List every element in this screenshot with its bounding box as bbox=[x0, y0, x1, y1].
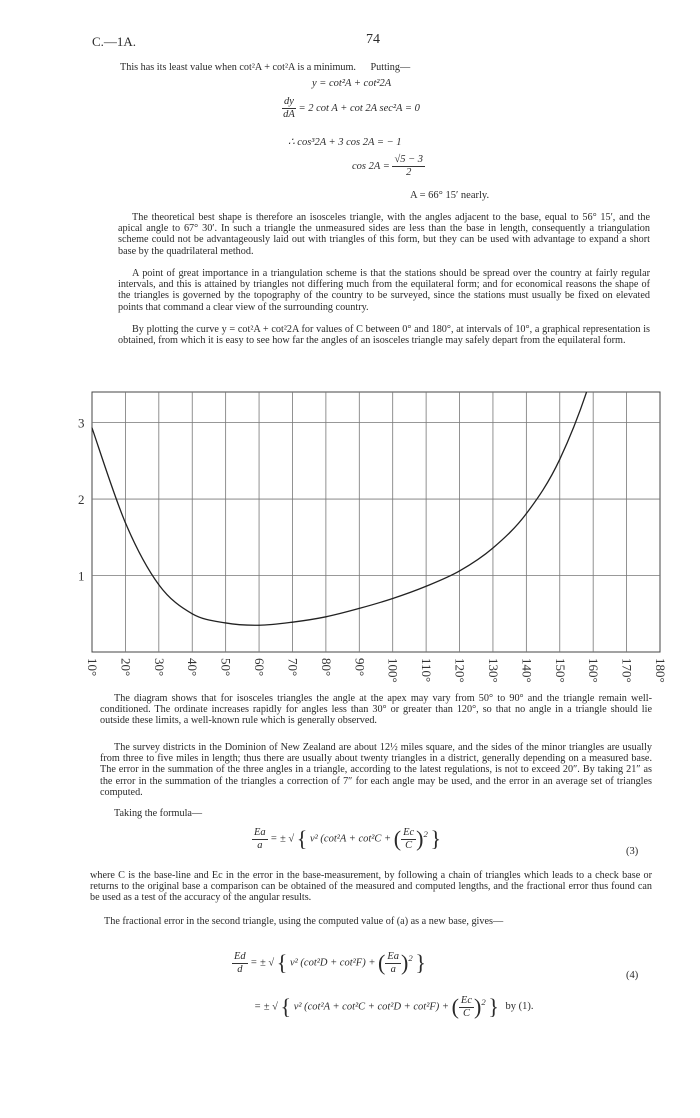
formula-5 bbox=[254, 994, 534, 1020]
intro-text: This has its least value when cot²A + cot²A is a minimum. bbox=[120, 62, 356, 73]
f3-inner bbox=[401, 827, 416, 852]
x-tick-label-10: 10° bbox=[85, 658, 100, 677]
formula-4-tag: (4) bbox=[626, 970, 639, 981]
x-tick-label-130: 130° bbox=[485, 658, 501, 683]
paragraph-taking-formula: Taking the formula— bbox=[114, 808, 203, 819]
paragraph-stations: A point of great importance in a triangulation scheme is that the stations should be spread over the country at fairly regular intervals, and this is attained by triangles not differing much from the equilateral form; and for economical reasons the shape of the triangles is governed by the topography of the country to be surveyed, since the stations must usually be fixed on elevated points that command a clear view of the surrounding country. bbox=[118, 268, 650, 313]
cos2a-num: √5 − 3 bbox=[394, 154, 424, 165]
f5-paren-close: ) bbox=[474, 994, 482, 1019]
curve-point-150 bbox=[559, 459, 560, 460]
x-tick-label-30: 30° bbox=[151, 658, 167, 677]
f3-pm: = ± √ bbox=[270, 833, 295, 845]
f3-paren-close: ) bbox=[416, 826, 424, 851]
f5-square: 2 bbox=[481, 996, 486, 1007]
cos2a-den: 2 bbox=[406, 167, 412, 178]
chart-frame bbox=[92, 392, 660, 652]
f3-brace-open: { bbox=[296, 826, 308, 851]
curve-point-70 bbox=[292, 622, 293, 623]
intro-putting: Putting— bbox=[370, 62, 411, 73]
paragraph-best-shape: The theoretical best shape is therefore an isosceles triangle, with the angles adjacent to the base, equal to 56° 15′, and the apical angle to 67° 30′. In such a triangle the unmeasured sides are less than the base in length, consequently a triangulation scheme could not be advantageously laid out with triangles of this form, but they can be used with advantage to expand a short base by the quadrilateral method. bbox=[118, 212, 650, 257]
f4-lhs bbox=[232, 951, 248, 976]
f5-suffix: by (1). bbox=[505, 1001, 534, 1013]
curve-point-110 bbox=[426, 586, 427, 587]
curve-point-40 bbox=[192, 613, 193, 614]
cos2a-lhs: cos 2A = bbox=[352, 160, 390, 172]
curve-point-20 bbox=[125, 522, 126, 523]
equation-y: y = cot²A + cot²2A bbox=[312, 78, 392, 89]
x-tick-label-170: 170° bbox=[619, 658, 635, 683]
curve-point-80 bbox=[325, 616, 326, 617]
formula-3 bbox=[252, 826, 441, 852]
f4-inner bbox=[385, 951, 401, 976]
f4-paren-open: ( bbox=[378, 950, 386, 975]
f3-square: 2 bbox=[423, 828, 428, 839]
x-tick-label-60: 60° bbox=[252, 658, 268, 677]
x-tick-label-110: 110° bbox=[419, 658, 435, 683]
y-tick-label-2: 2 bbox=[78, 492, 85, 508]
x-tick-label-180: 180° bbox=[653, 658, 668, 683]
x-tick-label-90: 90° bbox=[352, 658, 368, 677]
f4-pm: = ± √ bbox=[250, 957, 275, 969]
f5-pm: = ± √ bbox=[254, 1001, 278, 1013]
f3-body: v² (cot²A + cot²C + bbox=[309, 833, 392, 845]
f4-brace-close: } bbox=[415, 950, 426, 975]
running-head: C.—1A. bbox=[92, 34, 137, 49]
x-tick-label-100: 100° bbox=[385, 658, 401, 683]
f3-inner-den: C bbox=[405, 839, 413, 851]
x-tick-label-40: 40° bbox=[185, 658, 201, 677]
curve-point-120 bbox=[459, 570, 460, 571]
f5-body: v² (cot²A + cot²C + cot²D + cot²F) + bbox=[293, 1001, 449, 1013]
f4-lhs-den: d bbox=[237, 963, 243, 975]
f4-lhs-num: Ed bbox=[234, 950, 246, 962]
f5-inner-num: Ec bbox=[460, 994, 472, 1006]
f3-lhs bbox=[252, 827, 268, 852]
f4-square: 2 bbox=[408, 952, 413, 963]
x-tick-label-50: 50° bbox=[218, 658, 234, 677]
x-tick-label-20: 20° bbox=[118, 658, 134, 677]
equation-result: A = 66° 15′ nearly. bbox=[410, 190, 490, 201]
f3-inner-num: Ec bbox=[403, 826, 415, 838]
f4-inner-den: a bbox=[390, 963, 396, 975]
y-tick-label-3: 3 bbox=[78, 415, 85, 431]
f3-brace-close: } bbox=[430, 826, 442, 851]
f3-paren-open: ( bbox=[393, 826, 402, 851]
derivative-num: dy bbox=[284, 96, 294, 107]
equation-cubic: ∴ cos³2A + 3 cos 2A = − 1 bbox=[288, 137, 402, 148]
x-tick-label-140: 140° bbox=[519, 658, 535, 683]
curve-point-90 bbox=[359, 608, 360, 609]
derivative-rhs: = 2 cot A + cot 2A sec²A = 0 bbox=[298, 102, 420, 114]
curve-point-100 bbox=[392, 598, 393, 599]
f4-body: v² (cot²D + cot²F) + bbox=[289, 957, 376, 969]
f5-inner bbox=[459, 995, 474, 1020]
x-tick-label-70: 70° bbox=[285, 658, 301, 677]
f5-paren-open: ( bbox=[451, 994, 459, 1019]
f5-brace-open: { bbox=[280, 994, 292, 1019]
x-tick-label-80: 80° bbox=[318, 658, 334, 677]
formula-4 bbox=[232, 950, 426, 976]
paragraph-second-triangle: The fractional error in the second triangle, using the computed value of (a) as a new base, gives— bbox=[104, 916, 504, 927]
x-tick-label-150: 150° bbox=[552, 658, 568, 683]
paragraph-base-line: where C is the base-line and Ec in the error in the base-measurement, by following a chain of triangles which leads to a check base or returns to the original base a comparison can be obtained of the measured and computed lengths, and the fractional error thus found can be used as a test of the accuracy of the angular results. bbox=[90, 870, 652, 904]
f5-brace-close: } bbox=[488, 994, 499, 1019]
curve-point-60 bbox=[258, 625, 259, 626]
curve-point-10 bbox=[91, 427, 92, 428]
f3-lhs-den: a bbox=[257, 839, 263, 851]
paragraph-plotting: By plotting the curve y = cot²A + cot²2A for values of C between 0° and 180°, at intervals of 10°, a graphical representation is obtained, from which it is easy to see how far the angles of an isosceles triangle may safely depart from the equilateral form. bbox=[118, 324, 650, 347]
curve-point-140 bbox=[526, 513, 527, 514]
f3-lhs-num: Ea bbox=[254, 826, 266, 838]
f4-paren-close: ) bbox=[401, 950, 409, 975]
y-tick-label-1: 1 bbox=[78, 568, 85, 584]
curve-point-30 bbox=[158, 584, 159, 585]
f4-brace-open: { bbox=[276, 950, 288, 975]
derivative-den: dA bbox=[283, 109, 295, 120]
formula-3-tag: (3) bbox=[626, 846, 639, 857]
f5-inner-den: C bbox=[462, 1007, 470, 1019]
curve-point-130 bbox=[492, 547, 493, 548]
curve-point-50 bbox=[225, 622, 226, 623]
paragraph-survey-districts: The survey districts in the Dominion of New Zealand are about 12½ miles square, and the sides of the minor triangles are usually from three to five miles in length; thus there are usually about twenty triangles in a district, generally depending on a measured base. The error in the summation of the three angles in a triangle, according to the latest regulations, is not to exceed 20″. By taking 21″ as the error in the summation of the triangles a correction of 7″ for each angle may be used, and the error in an average set of triangles computed. bbox=[100, 742, 652, 798]
page-number: 74 bbox=[366, 32, 380, 47]
paragraph-diagram: The diagram shows that for isosceles triangles the angle at the apex may vary from 50° to 90° and the triangle remain well-conditioned. The ordinate increases rapidly for angles less than 30° or greater than 120°, so that no angle in a triangle should lie outside these limits, a well-known rule which is generally observed. bbox=[100, 693, 652, 727]
x-tick-label-120: 120° bbox=[452, 658, 468, 683]
f4-inner-num: Ea bbox=[387, 950, 400, 962]
x-tick-label-160: 160° bbox=[586, 658, 602, 683]
